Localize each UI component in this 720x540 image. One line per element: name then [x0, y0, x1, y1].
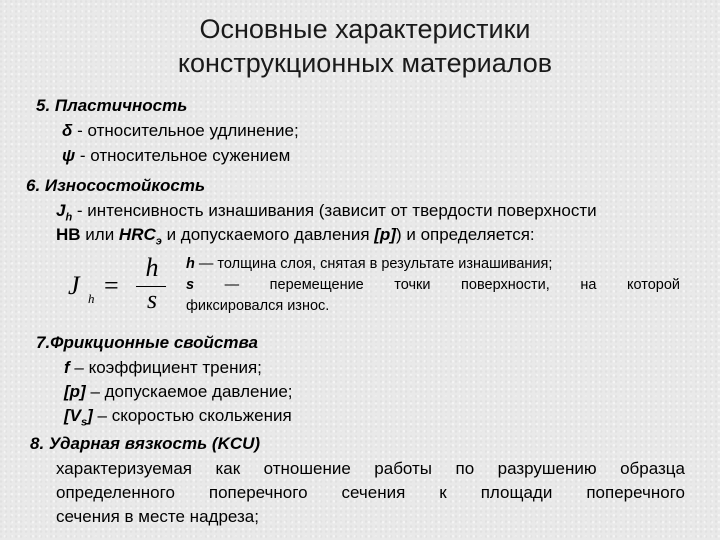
section-7-heading: 7.Фрикционные свойства — [36, 333, 258, 352]
h-text: — толщина слоя, снятая в результате изнашивания; — [194, 256, 553, 272]
psi-symbol: ψ — [62, 146, 76, 165]
title-line-1: Основные характеристики — [199, 14, 531, 44]
v-text: – скоростью скольжения — [92, 406, 292, 425]
formula-numerator: h — [145, 253, 159, 282]
v-subscript: s — [81, 416, 88, 429]
velocity-line — [64, 405, 292, 433]
formula-j: J — [68, 271, 80, 300]
formula-j-subscript: h — [88, 291, 95, 306]
jh-symbol: J — [56, 201, 66, 220]
impact-line-2: определенного поперечного сечения к площади поперечного — [56, 483, 685, 502]
hrc-label: HRC — [118, 225, 156, 244]
s-symbol: s — [186, 277, 195, 293]
v-open: [V — [64, 406, 81, 425]
psi-text: - относительное сужением — [75, 146, 291, 165]
delta-symbol: δ — [62, 121, 73, 140]
f-text: – коэффициент трения; — [69, 358, 262, 377]
delta-text: - относительное удлинение; — [72, 121, 299, 140]
pressure-line — [64, 381, 293, 403]
section-6-heading: 6. Износостойкость — [26, 176, 206, 195]
jh-subscript: h — [65, 211, 73, 224]
hardness-text-3: ) и определяется: — [395, 225, 535, 244]
pressure-symbol: [p] — [374, 225, 396, 244]
section-5-heading: 5. Пластичность — [36, 96, 188, 115]
hb-label: HB — [56, 225, 81, 244]
hardness-line — [56, 224, 535, 252]
wear-formula — [66, 255, 170, 321]
title-line-2: конструкционных материалов — [177, 48, 553, 78]
s-definition-cont: фиксировался износ. — [186, 298, 330, 314]
h-definition — [186, 254, 552, 274]
psi-line — [62, 145, 290, 167]
h-symbol: h — [186, 256, 195, 272]
v-close: ] — [87, 406, 93, 425]
hardness-text-2: и допускаемого давления — [161, 225, 375, 244]
f-symbol: f — [64, 358, 70, 377]
s-definition — [186, 275, 680, 295]
impact-line-1: характеризуемая как отношение работы по разрушению образца — [56, 459, 685, 478]
p-symbol: [p] — [64, 382, 86, 401]
hardness-text-1: или — [80, 225, 119, 244]
section-8-heading: 8. Ударная вязкость (KCU) — [30, 434, 261, 453]
slide-title — [0, 12, 720, 80]
hrc-subscript: э — [155, 235, 162, 248]
friction-line — [64, 357, 262, 379]
p-text: – допускаемое давление; — [85, 382, 293, 401]
jh-text: - интенсивность изнашивания (зависит от твердости поверхности — [72, 201, 597, 220]
s-text: — перемещение точки поверхности, на которой — [194, 277, 680, 293]
impact-line-3: сечения в месте надреза; — [56, 507, 259, 526]
formula-equals: = — [104, 271, 119, 300]
formula-denominator: s — [146, 285, 158, 314]
delta-line — [62, 120, 299, 142]
